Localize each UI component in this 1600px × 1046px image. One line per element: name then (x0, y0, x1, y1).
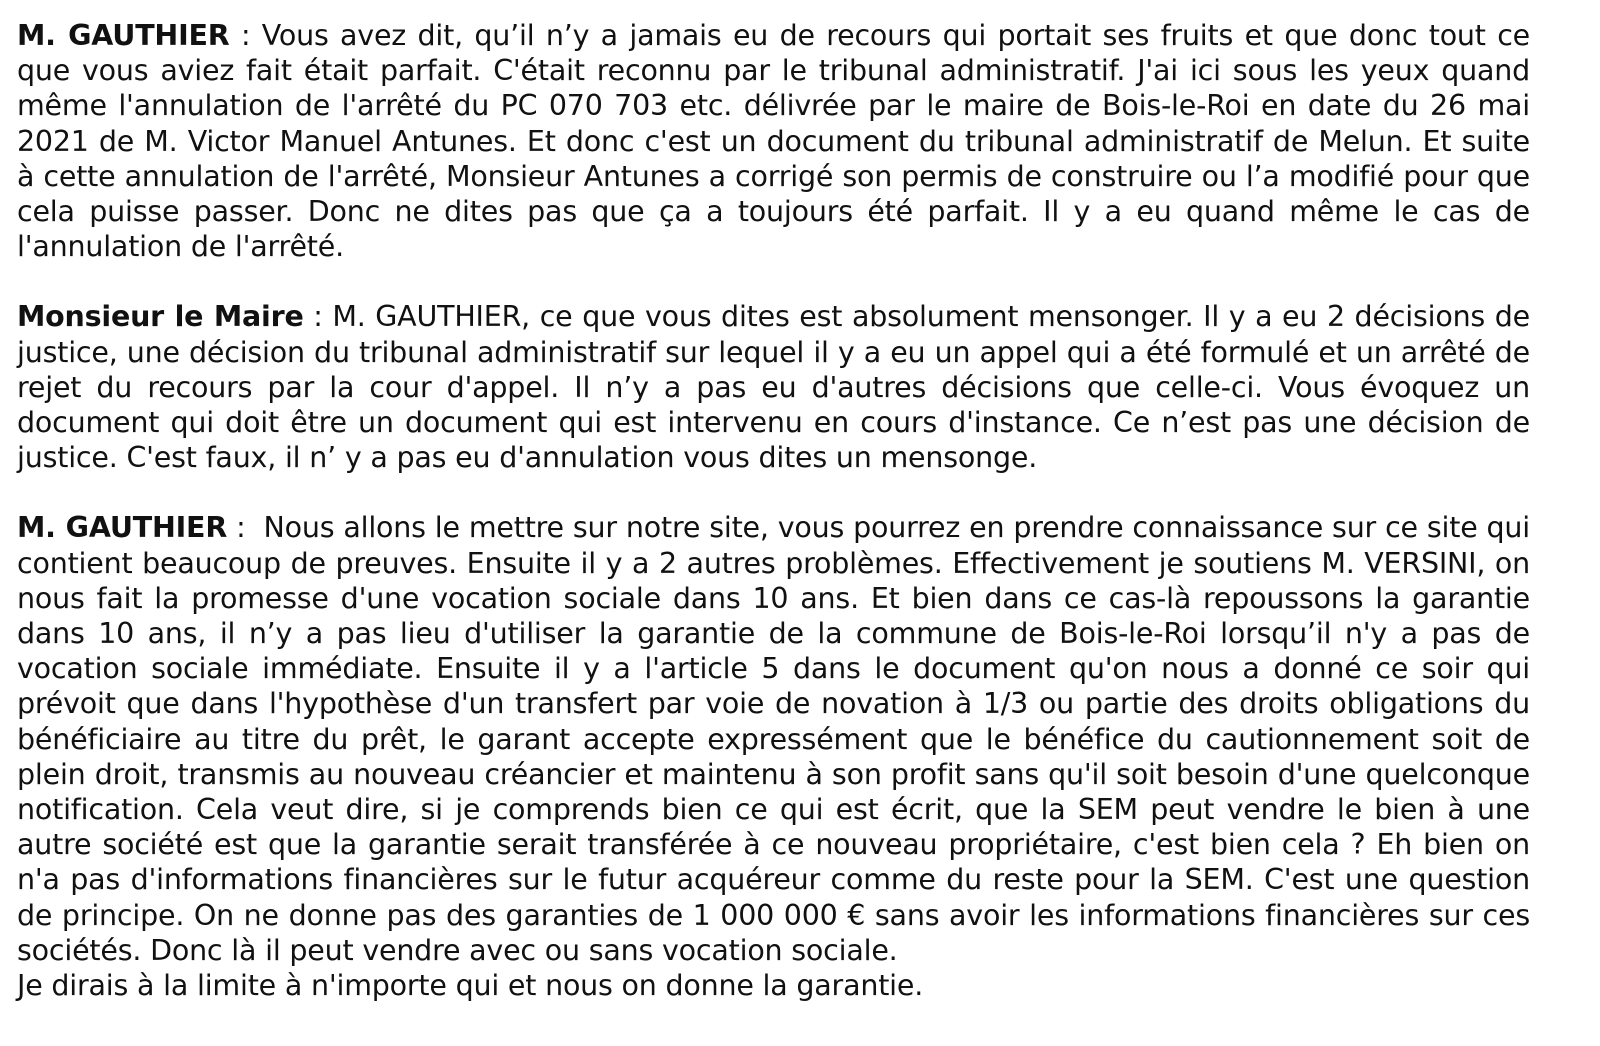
document-page (17, 18, 1530, 1003)
speaker-separator: : (229, 19, 262, 52)
speaker-name: M. GAUTHIER (17, 511, 228, 545)
speech-paragraph-3 (17, 510, 1530, 968)
speech-paragraph-2 (17, 299, 1530, 475)
speech-continuation-line: Je dirais à la limite à n'importe qui et nous on donne la garantie. (17, 969, 924, 1003)
speech-text: Nous allons le mettre sur notre site, vous pourrez en prendre connaissance sur ce site qui contient beaucoup de preuves. Ensuite il y a 2 autres problèmes. Effectivement je soutiens M. VERSINI, on nous fait la promesse d'une vocation sociale dans 10 ans. Et bien dans ce cas-là repoussons la garantie dans 10 ans, il n’y a pas lieu d'utiliser la garantie de la commune de Bois-le-Roi lorsqu’il n'y a pas de vocation sociale immédiate. Ensuite il y a l'article 5 dans le document qu'on nous a donné ce soir qui prévoit que dans l'hypothèse d'un transfert par voie de novation à 1/3 ou partie des droits obligations du bénéficiaire au titre du prêt, le garant accepte expressément que le bénéfice du cautionnement soit de plein droit, transmis au nouveau créancier et maintenu à son profit sans qu'il soit besoin d'une quelconque notification. Cela veut dire, si je comprends bien ce qui est écrit, que la SEM peut vendre le bien à une autre société est que la garantie serait transférée à ce nouveau propriétaire, c'est bien cela ? Eh bien on n'a pas d'informations financières sur le futur acquéreur comme du reste pour la SEM. C'est une question de principe. On ne donne pas des garanties de 1 000 000 € sans avoir les informations financières sur ces sociétés. Donc là il peut vendre avec ou sans vocation sociale. (17, 511, 1531, 967)
speaker-name: Monsieur le Maire (17, 300, 304, 334)
speech-paragraph-1 (17, 18, 1530, 264)
speech-text: Vous avez dit, qu’il n’y a jamais eu de recours qui portait ses fruits et que donc tout ce que vous aviez fait était parfait. C'était reconnu par le tribunal administratif. J'ai ici sous les yeux quand même l'annulation de l'arrêté du PC 070 703 etc. délivrée par le maire de Bois-le-Roi en date du 26 mai 2021 de M. Victor Manuel Antunes. Et donc c'est un document du tribunal administratif de Melun. Et suite à cette annulation de l'arrêté, Monsieur Antunes a corrigé son permis de construire ou l’a modifié pour que cela puisse passer. Donc ne dites pas que ça a toujours été parfait. Il y a eu quand même le cas de l'annulation de l'arrêté. (17, 19, 1530, 264)
speaker-separator: : (227, 511, 264, 545)
speaker-name: M. GAUTHIER (17, 19, 230, 52)
speech-text: M. GAUTHIER, ce que vous dites est absolument mensonger. Il y a eu 2 décisions de justice, une décision du tribunal administratif sur lequel il y a eu un appel qui a été formulé et un arrêté de rejet du recours par la cour d'appel. Il n’y a pas eu d'autres décisions que celle-ci. Vous évoquez un document qui doit être un document qui est intervenu en cours d'instance. Ce n’est pas une décision de justice. C'est faux, il n’ y a pas eu d'annulation vous dites un mensonge. (17, 300, 1530, 475)
speaker-separator: : (303, 300, 333, 334)
